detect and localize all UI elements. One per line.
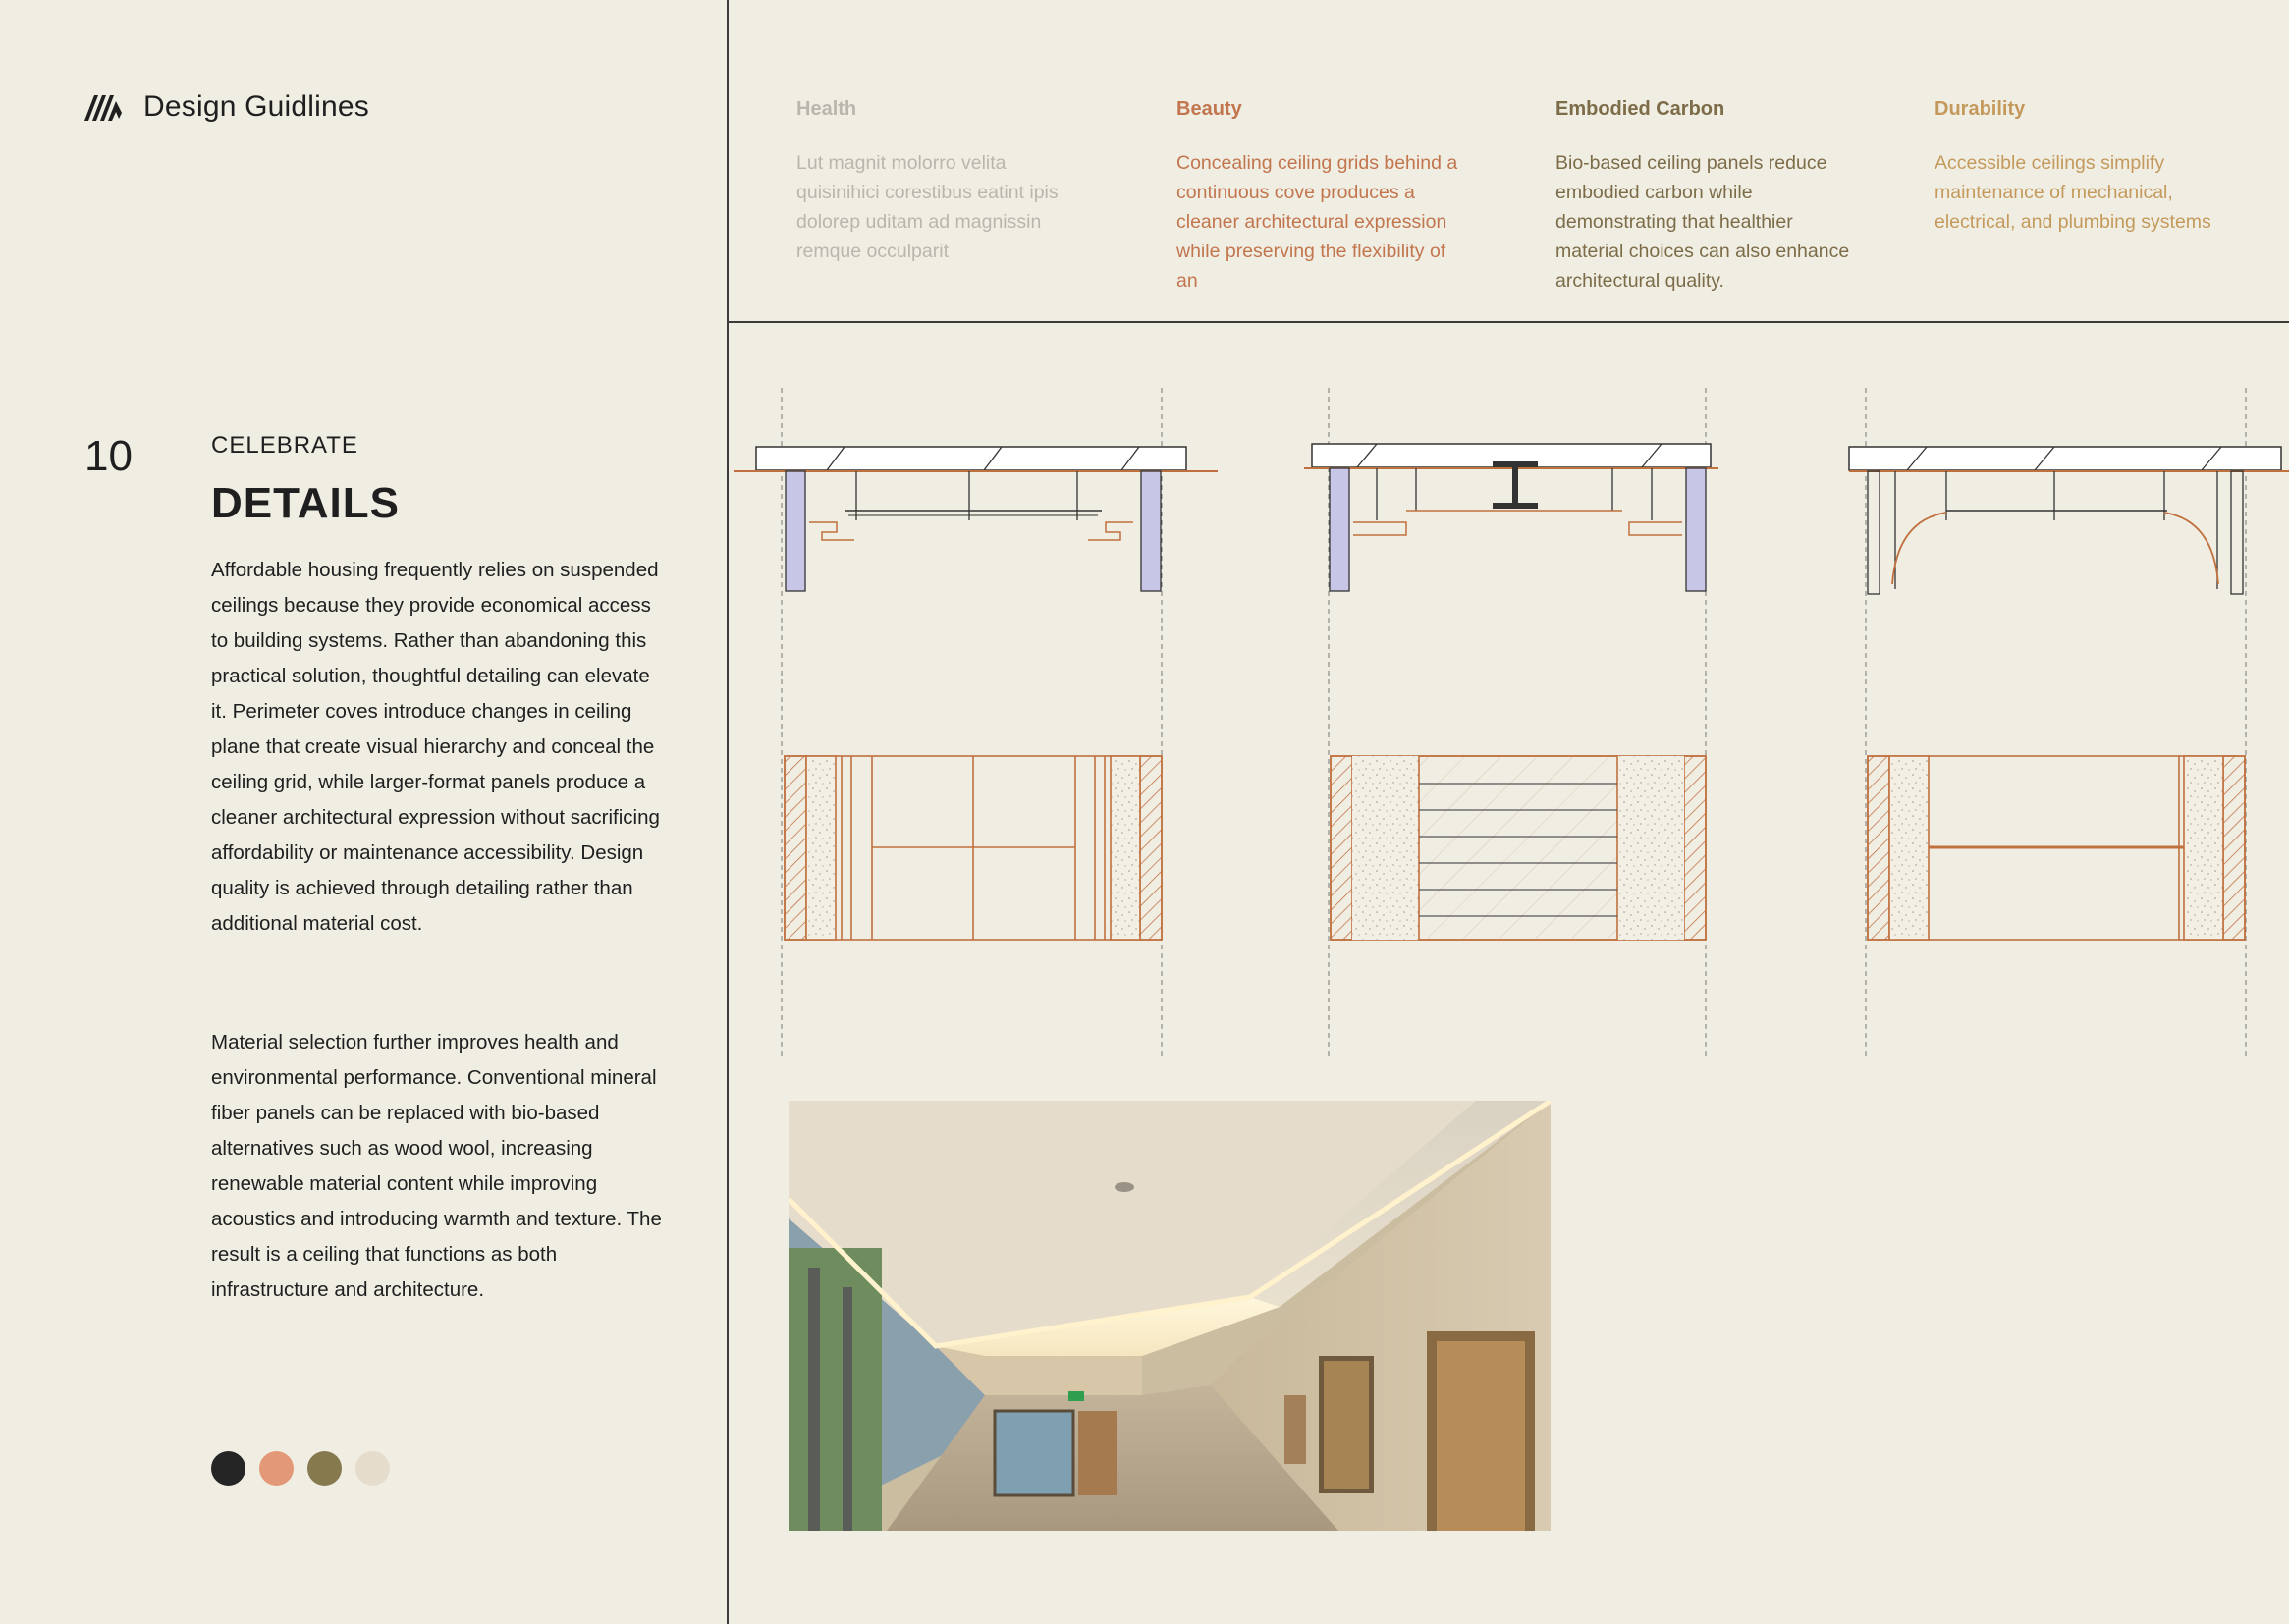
plan-drawing-3 <box>1868 756 2245 940</box>
plan-drawing-1 <box>785 756 1162 940</box>
section-drawing-3 <box>1849 388 2289 1056</box>
criteria-title: Beauty <box>1176 98 1242 120</box>
section-heading: DETAILS <box>211 479 400 527</box>
horizontal-divider <box>728 321 2289 323</box>
palette-swatch <box>211 1451 245 1486</box>
criteria-durability <box>1935 98 2229 237</box>
criteria-title: Health <box>796 98 857 120</box>
corridor-ceiling-photo <box>789 1101 1551 1531</box>
body-paragraph-1: Affordable housing frequently relies on suspended ceilings because they provide economical access to building systems. Rather than abandoning this practical solution, thoughtful detailing can elevate it. Perimeter coves introduce changes in ceiling plane that create visual hierarchy and conceal the ceiling grid, while larger-format panels produce a cleaner architectural expression without sacrificing affordability or maintenance accessibility. Design quality is achieved through detailing rather than additional material cost. <box>211 559 660 935</box>
plan-drawing-2 <box>1331 756 1706 940</box>
criteria-text: Accessible ceilings simplify maintenance of mechanical, electrical, and plumbing systems <box>1935 152 2211 233</box>
criteria-text: Concealing ceiling grids behind a continuous cove produces a cleaner architectural expression while preserving the flexibility of an <box>1176 152 1458 292</box>
section-drawing-2 <box>1304 388 1718 1056</box>
criteria-health <box>796 98 1091 266</box>
criteria-title: Durability <box>1935 98 2026 120</box>
body-paragraph-2: Material selection further improves health and environmental performance. Conventional mineral fiber panels can be replaced with bio-based alternatives such as wood wool, increasing renewable material content while improving acoustics and introducing warmth and texture. The result is a ceiling that functions as both infrastructure and architecture. <box>211 1031 662 1301</box>
brand <box>84 90 369 124</box>
criteria-text: Lut magnit molorro velita quisinihici corestibus eatint ipis dolorep uditam ad magnissin remque occulparit <box>796 152 1059 262</box>
criteria-embodied-carbon <box>1555 98 1860 296</box>
criteria-beauty <box>1176 98 1471 296</box>
section-kicker: CELEBRATE <box>211 432 358 459</box>
section-drawing-1 <box>734 388 1218 1056</box>
document-title: Design Guidlines <box>143 90 369 123</box>
stacked-chevrons-logo-icon <box>84 91 126 123</box>
palette-swatch <box>355 1451 390 1486</box>
palette-swatch <box>307 1451 342 1486</box>
ceiling-detail-drawings <box>729 373 2289 1060</box>
section-number: 10 <box>84 432 133 480</box>
criteria-title: Embodied Carbon <box>1555 98 1725 120</box>
criteria-text: Bio-based ceiling panels reduce embodied carbon while demonstrating that healthier material choices can also enhance architectural quality. <box>1555 152 1850 292</box>
color-palette <box>211 1451 390 1486</box>
palette-swatch <box>259 1451 294 1486</box>
